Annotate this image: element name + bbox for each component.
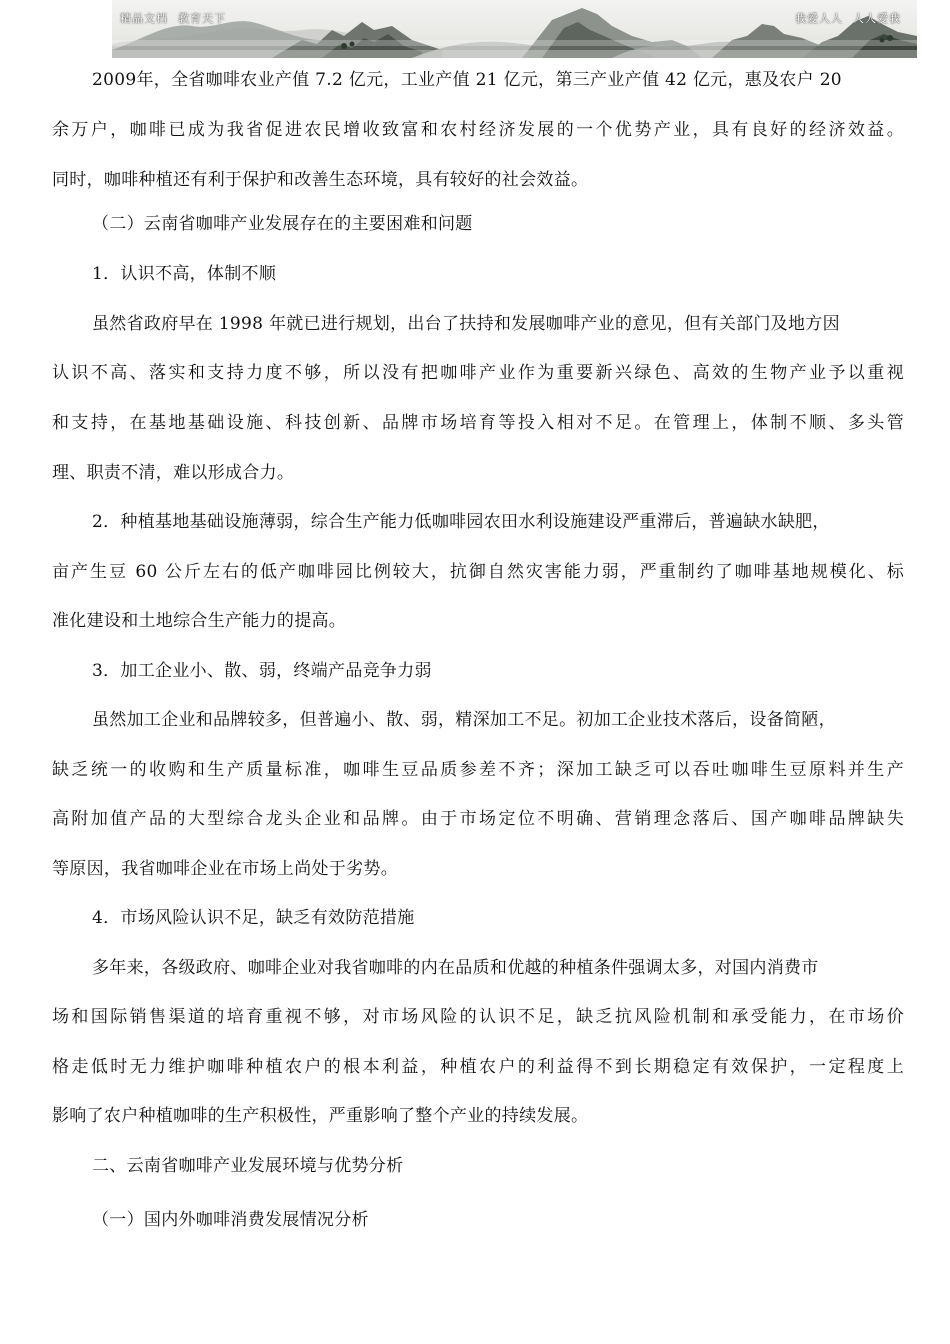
subsection-heading: 4．市场风险认识不足，缺乏有效防范措施	[92, 908, 415, 928]
header-banner	[112, 0, 917, 58]
section-heading: （二）云南省咖啡产业发展存在的主要困难和问题	[92, 214, 473, 234]
header-slogan-right	[795, 10, 901, 26]
paragraph-line: 理、职责不清，难以形成合力。	[52, 463, 295, 483]
paragraph-line: 缺乏统一的收购和生产质量标准，咖啡生豆品质参差不齐；深加工缺乏可以吞吐咖啡生豆原料并生产	[52, 760, 904, 780]
paragraph-line: 虽然省政府早在 1998 年就已进行规划，出台了扶持和发展咖啡产业的意见，但有关部门及地方因	[92, 314, 840, 334]
mountain-landscape-image	[112, 0, 917, 58]
header-slogan-left-a: 精品文档	[120, 12, 168, 25]
subsection-heading: 1．认识不高，体制不顺	[92, 264, 277, 284]
paragraph-line: 余万户，咖啡已成为我省促进农民增收致富和农村经济发展的一个优势产业，具有良好的经济效益。	[52, 120, 904, 140]
paragraph-line: 准化建设和土地综合生产能力的提高。	[52, 611, 347, 631]
paragraph-line: 场和国际销售渠道的培育重视不够，对市场风险的认识不足，缺乏抗风险机制和承受能力，在市场价	[52, 1007, 904, 1027]
subsection-heading: 3．加工企业小、散、弱，终端产品竞争力弱	[92, 661, 432, 681]
header-slogan-right-a: 我爱人人	[795, 12, 843, 25]
paragraph-line: 多年来，各级政府、咖啡企业对我省咖啡的内在品质和优越的种植条件强调太多，对国内消费市	[92, 958, 819, 978]
header-slogan-left	[120, 10, 226, 26]
chapter-heading: 二、云南省咖啡产业发展环境与优势分析	[92, 1156, 404, 1176]
paragraph-line: 2009年，全省咖啡农业产值 7.2 亿元，工业产值 21 亿元，第三产业产值 42 亿元，惠及农户 20	[92, 70, 842, 90]
paragraph-line: 和支持，在基地基础设施、科技创新、品牌市场培育等投入相对不足。在管理上，体制不顺、多头管	[52, 413, 904, 433]
paragraph-line: 格走低时无力维护咖啡种植农户的根本利益，种植农户的利益得不到长期稳定有效保护，一定程度上	[52, 1057, 904, 1077]
header-slogan-right-b: 人人爱我	[853, 12, 901, 25]
paragraph-line: 亩产生豆 60 公斤左右的低产咖啡园比例较大，抗御自然灾害能力弱，严重制约了咖啡基地规模化、标	[52, 562, 904, 582]
paragraph-line: 虽然加工企业和品牌较多，但普遍小、散、弱，精深加工不足。初加工企业技术落后，设备简陋，	[92, 710, 836, 730]
paragraph-line: 等原因，我省咖啡企业在市场上尚处于劣势。	[52, 859, 398, 879]
subsection-heading: 2．种植基地基础设施薄弱，综合生产能力低咖啡园农田水利设施建设严重滞后，普遍缺水缺肥，	[92, 512, 830, 532]
paragraph-line: 高附加值产品的大型综合龙头企业和品牌。由于市场定位不明确、营销理念落后、国产咖啡品牌缺失	[52, 809, 904, 829]
paragraph-line: 影响了农户种植咖啡的生产积极性，严重影响了整个产业的持续发展。	[52, 1106, 589, 1126]
paragraph-line: 认识不高、落实和支持力度不够，所以没有把咖啡产业作为重要新兴绿色、高效的生物产业予以重视	[52, 363, 904, 383]
paragraph-line: 同时，咖啡种植还有利于保护和改善生态环境，具有较好的社会效益。	[52, 170, 589, 190]
header-slogan-left-b: 教育天下	[178, 12, 226, 25]
section-heading: （一）国内外咖啡消费发展情况分析	[92, 1210, 369, 1230]
